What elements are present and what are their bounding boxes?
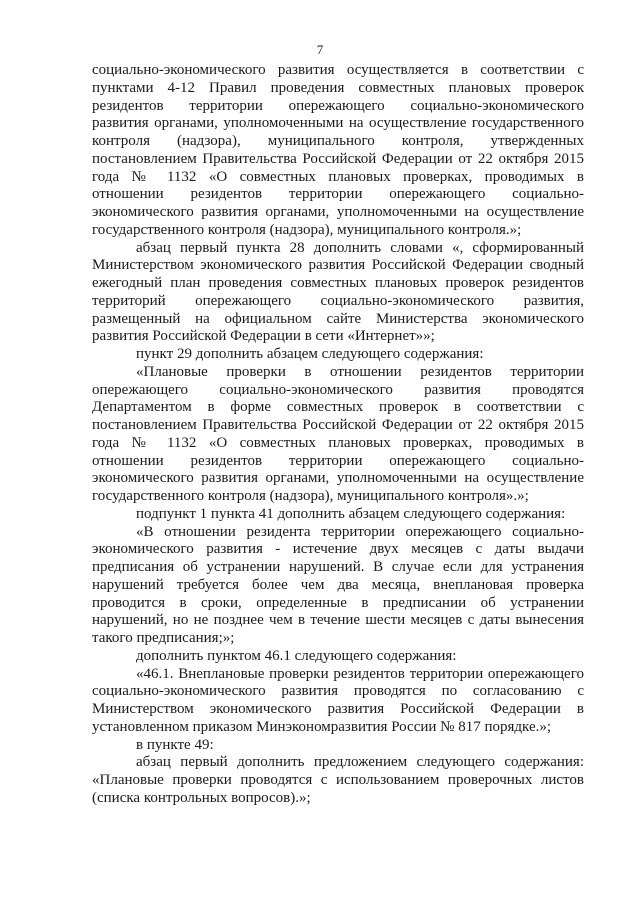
- text-line: года № 1132 «О совместных плановых проверках, проводимых в: [92, 434, 584, 451]
- text-line: «Плановые проверки проводятся с использованием проверочных листов: [92, 772, 584, 788]
- text-line: экономического развития органами, уполномоченными на осуществление: [92, 470, 584, 487]
- text-line: пунктами 4-12 Правил проведения совместных плановых проверок: [92, 79, 584, 96]
- document-body: [92, 62, 584, 808]
- text-line: абзац первый пункта 28 дополнить словами «, сформированный: [136, 239, 584, 256]
- text-line: Департаментом в форме совместных проверок в соответствии с: [92, 399, 584, 416]
- text-line: нарушений требуется более чем два месяца, внеплановая проверка: [92, 576, 584, 593]
- text-line: государственного контроля (надзора), муниципального контроля.»;: [92, 221, 522, 238]
- text-line: подпункт 1 пункта 41 дополнить абзацем следующего содержания:: [136, 505, 566, 522]
- text-line: дополнить пунктом 46.1 следующего содержания:: [136, 647, 457, 664]
- text-line: года № 1132 «О совместных плановых проверках, проводимых в: [92, 168, 584, 185]
- text-line: экономического развития - истечение двух месяцев с даты выдачи: [92, 541, 584, 558]
- text-line: такого предписания;»;: [92, 630, 235, 646]
- paragraph: [92, 648, 584, 666]
- text-line: пункт 29 дополнить абзацем следующего содержания:: [136, 346, 484, 362]
- text-line: в пункте 49:: [136, 736, 214, 753]
- text-line: ежегодный план проведения совместных плановых проверок резидентов: [92, 275, 584, 291]
- text-line: развития Российской Федерации в сети «Интернет»»;: [92, 328, 435, 345]
- text-line: опережающего социально-экономического развития проводятся: [92, 381, 584, 398]
- paragraph: [92, 346, 584, 364]
- text-line: постановлением Правительства Российской Федерации от 22 октября 2015: [92, 150, 584, 167]
- paragraph: [92, 364, 584, 506]
- text-line: постановлением Правительства Российской Федерации от 22 октября 2015: [92, 417, 584, 433]
- paragraph: [92, 506, 584, 524]
- text-line: экономического развития органами, уполномоченными на осуществление: [92, 204, 584, 220]
- paragraph: [92, 737, 584, 755]
- text-line: абзац первый дополнить предложением следующего содержания:: [136, 754, 584, 771]
- paragraph: [92, 240, 584, 347]
- text-line: социально-экономического развития осуществляется в соответствии с: [92, 62, 584, 78]
- text-line: развития органами, уполномоченными на осуществление государственного: [92, 115, 584, 132]
- text-line: отношении резидентов территории опережающего социально-: [92, 186, 584, 203]
- paragraph: [92, 666, 584, 737]
- text-line: территорий опережающего социально-экономического развития,: [92, 292, 584, 309]
- text-line: установленном приказом Минэкономразвития России № 817 порядке.»;: [92, 718, 552, 735]
- text-line: предписания об устранении нарушений. В случае если для устранения: [92, 559, 584, 575]
- text-line: «46.1. Внеплановые проверки резидентов территории опережающего: [136, 665, 584, 682]
- text-line: контроля (надзора), муниципального контроля, утвержденных: [92, 133, 584, 149]
- page-number: 7: [316, 42, 324, 57]
- text-line: Министерством экономического развития Российской Федерации сводный: [92, 257, 584, 274]
- text-line: размещенный на официальном сайте Министерства экономического: [92, 310, 584, 327]
- text-line: государственного контроля (надзора), муниципального контроля».»;: [92, 488, 529, 504]
- text-line: «В отношении резидента территории опережающего социально-: [136, 523, 584, 540]
- text-line: нарушений, но не позднее чем в течение шести месяцев с даты вынесения: [92, 612, 584, 629]
- text-line: (списка контрольных вопросов).»;: [92, 789, 311, 806]
- text-line: Министерством экономического развития Российской Федерации в: [92, 701, 584, 717]
- paragraph: [92, 754, 584, 807]
- text-line: проводится в сроки, определенные в предписании об устранении: [92, 594, 584, 611]
- text-line: резидентов территории опережающего социально-экономического: [92, 97, 584, 114]
- paragraph: [92, 62, 584, 240]
- text-line: социально-экономического развития проводятся по согласованию с: [92, 683, 584, 700]
- paragraph: [92, 524, 584, 648]
- text-line: «Плановые проверки в отношении резидентов территории: [136, 363, 584, 380]
- text-line: отношении резидентов территории опережающего социально-: [92, 452, 584, 469]
